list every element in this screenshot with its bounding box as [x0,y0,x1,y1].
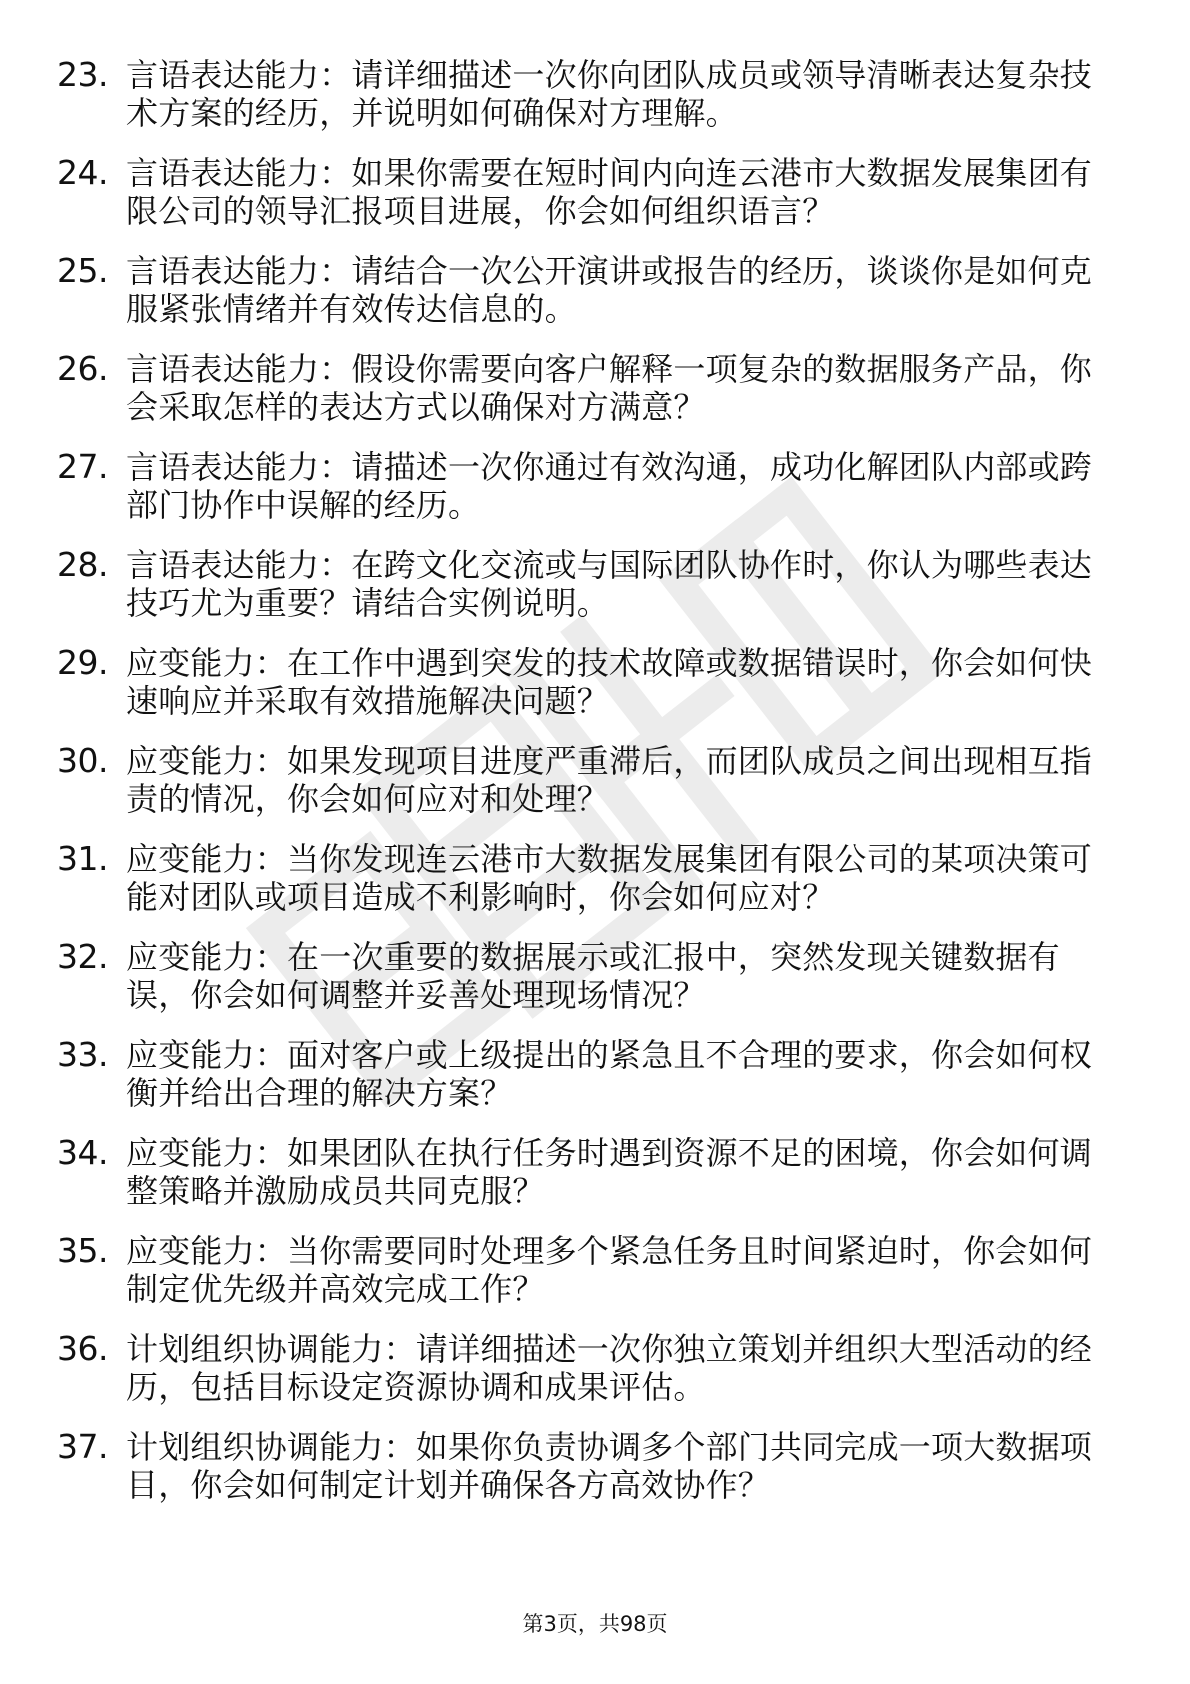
question-item [0,1224,1190,1322]
page-footer [0,1611,1190,1637]
question-number: 37. [57,1427,108,1466]
question-item [0,538,1190,636]
question-number: 33. [57,1035,108,1074]
question-item [0,48,1190,146]
question-item [0,342,1190,440]
question-number: 31. [57,839,108,878]
question-number: 27. [57,447,108,486]
question-text: 应变能力：如果发现项目进度严重滞后，而团队成员之间出现相互指责的情况，你会如何应对和处理？ [126,742,1093,818]
question-text: 应变能力：如果团队在执行任务时遇到资源不足的困境，你会如何调整策略并激励成员共同克服？ [126,1134,1093,1210]
question-item [0,1420,1190,1518]
question-text: 言语表达能力：请结合一次公开演讲或报告的经历，谈谈你是如何克服紧张情绪并有效传达信息的。 [126,252,1093,328]
question-item [0,146,1190,244]
question-number: 29. [57,643,108,682]
question-number: 24. [57,153,108,192]
question-text: 言语表达能力：请描述一次你通过有效沟通，成功化解团队内部或跨部门协作中误解的经历。 [126,448,1093,524]
question-item [0,1126,1190,1224]
question-number: 35. [57,1231,108,1270]
question-text: 应变能力：在一次重要的数据展示或汇报中，突然发现关键数据有误，你会如何调整并妥善处理现场情况？ [126,938,1060,1014]
question-text: 应变能力：面对客户或上级提出的紧急且不合理的要求，你会如何权衡并给出合理的解决方案？ [126,1036,1093,1112]
question-item [0,1028,1190,1126]
question-item [0,930,1190,1028]
question-number: 23. [57,55,108,94]
question-text: 计划组织协调能力：如果你负责协调多个部门共同完成一项大数据项目，你会如何制定计划并确保各方高效协作？ [126,1428,1093,1504]
question-number: 25. [57,251,108,290]
question-text: 言语表达能力：假设你需要向客户解释一项复杂的数据服务产品，你会采取怎样的表达方式以确保对方满意？ [126,350,1093,426]
question-item [0,734,1190,832]
page-number-label: 第3页，共98页 [522,1612,668,1636]
question-text: 言语表达能力：在跨文化交流或与国际团队协作时，你认为哪些表达技巧尤为重要？请结合实例说明。 [126,546,1093,622]
question-number: 26. [57,349,108,388]
question-text: 言语表达能力：如果你需要在短时间内向连云港市大数据发展集团有限公司的领导汇报项目进展，你会如何组织语言？ [126,154,1093,230]
question-item [0,1322,1190,1420]
question-item [0,244,1190,342]
question-list [0,48,1190,1518]
question-text: 言语表达能力：请详细描述一次你向团队成员或领导清晰表达复杂技术方案的经历，并说明如何确保对方理解。 [126,56,1093,132]
question-number: 32. [57,937,108,976]
question-text: 计划组织协调能力：请详细描述一次你独立策划并组织大型活动的经历，包括目标设定资源协调和成果评估。 [126,1330,1093,1406]
question-text: 应变能力：当你需要同时处理多个紧急任务且时间紧迫时，你会如何制定优先级并高效完成工作？ [126,1232,1093,1308]
question-item [0,832,1190,930]
question-item [0,440,1190,538]
question-number: 28. [57,545,108,584]
question-number: 30. [57,741,108,780]
question-item [0,636,1190,734]
question-text: 应变能力：在工作中遇到突发的技术故障或数据错误时，你会如何快速响应并采取有效措施解决问题？ [126,644,1093,720]
question-number: 34. [57,1133,108,1172]
question-text: 应变能力：当你发现连云港市大数据发展集团有限公司的某项决策可能对团队或项目造成不利影响时，你会如何应对？ [126,840,1093,916]
question-number: 36. [57,1329,108,1368]
